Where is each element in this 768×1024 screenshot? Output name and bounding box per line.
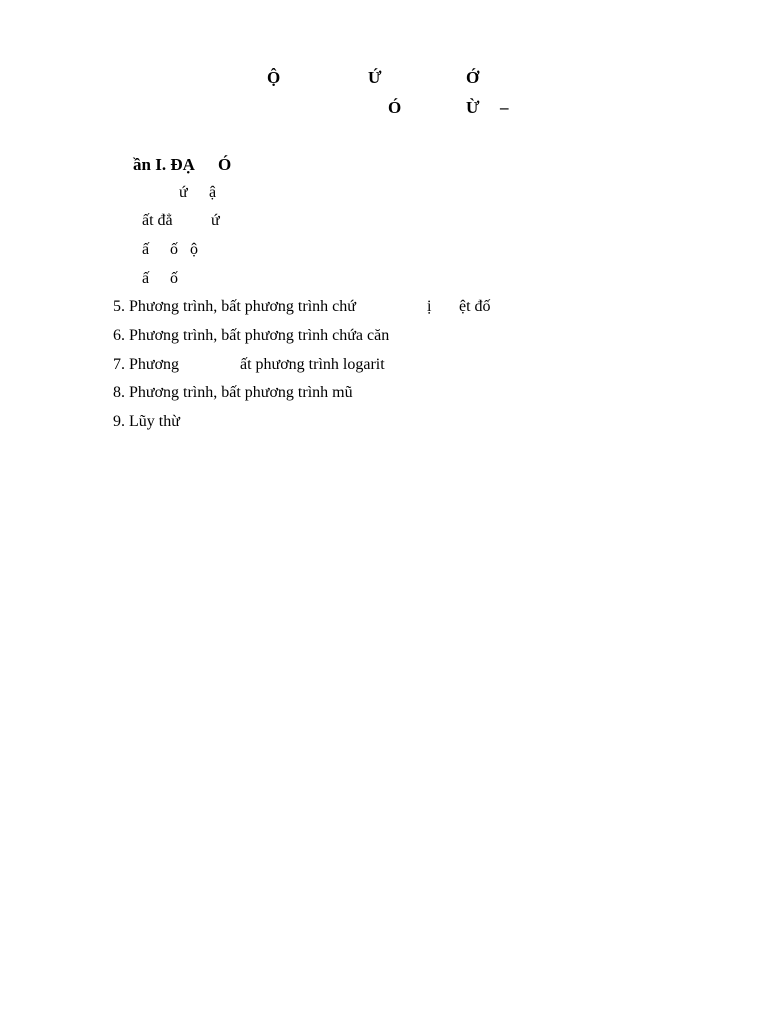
list-item-fragment: ứ xyxy=(211,212,220,229)
list-item-fragment: ố xyxy=(170,270,178,287)
title-line2-fragment: – xyxy=(500,98,509,117)
section-heading-fragment: ần I. ĐẠ xyxy=(133,155,195,174)
list-item-fragment: ộ xyxy=(190,241,198,258)
title-line2-fragment: Ó xyxy=(388,98,402,117)
list-item-fragment: ố xyxy=(170,241,178,258)
list-item-fragment: ệt đố xyxy=(459,298,491,315)
title-line1-fragment: Ứ xyxy=(368,68,382,87)
title-line1-fragment: Ộ xyxy=(267,68,281,87)
list-item-fragment: 9. Lũy thừ xyxy=(113,413,180,430)
list-item-fragment: ất phương trình logarit xyxy=(240,356,385,373)
list-item-fragment: 7. Phương xyxy=(113,356,180,373)
title-line1-fragment: Ớ xyxy=(466,68,480,87)
list-item-fragment: ậ xyxy=(209,184,217,201)
list-item-fragment: 8. Phương trình, bất phương trình mũ xyxy=(113,384,353,401)
list-item-fragment: 6. Phương trình, bất phương trình chứa căn xyxy=(113,327,390,344)
section-heading-fragment: Ó xyxy=(218,155,232,174)
list-item-fragment: ất đẳ xyxy=(142,212,173,229)
list-item-fragment: ấ xyxy=(142,270,150,287)
list-item-fragment: ấ xyxy=(142,241,150,258)
list-item-fragment: ị xyxy=(427,298,432,315)
list-item-fragment: 5. Phương trình, bất phương trình chứ xyxy=(113,298,356,315)
title-line2-fragment: Ừ xyxy=(466,98,480,117)
list-item-fragment: ứ xyxy=(179,184,188,201)
